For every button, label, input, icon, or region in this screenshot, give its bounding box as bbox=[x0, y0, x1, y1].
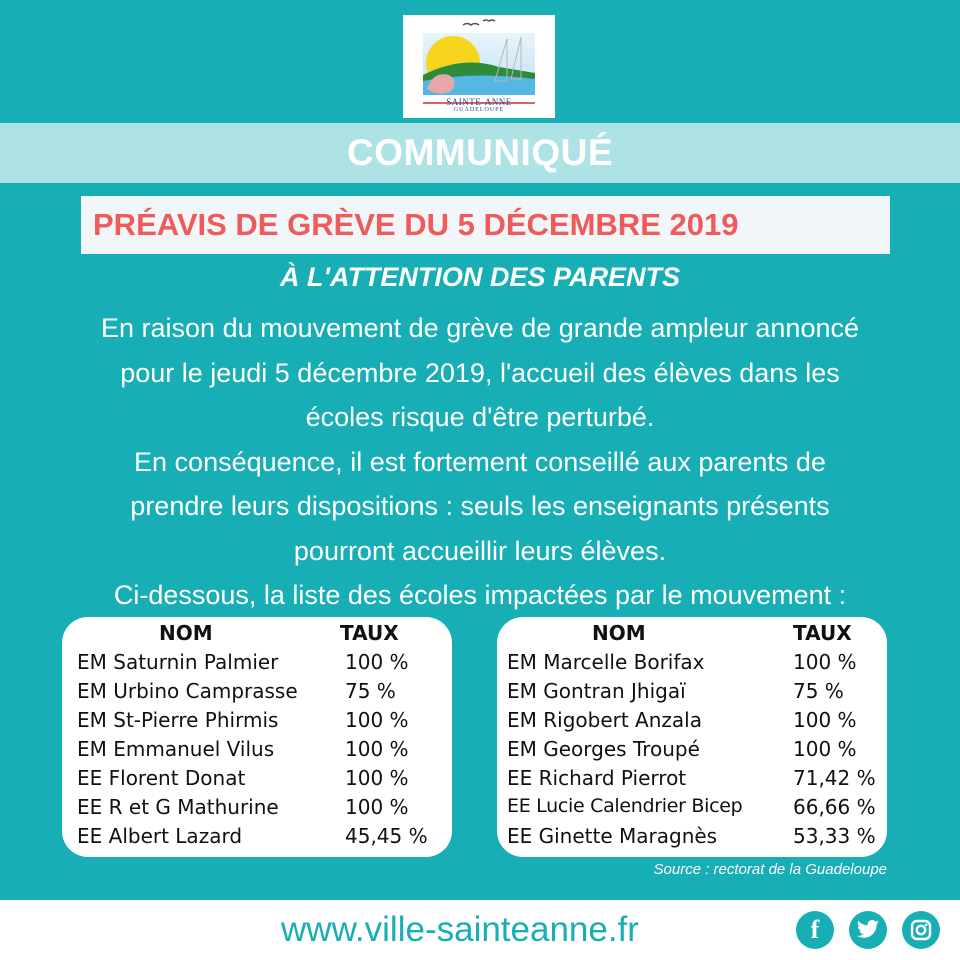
table-row bbox=[62, 679, 452, 708]
body-line: pourront accueillir leurs élèves. bbox=[293, 535, 667, 566]
body-line: En conséquence, il est fortement conseillé aux parents de bbox=[134, 446, 826, 477]
column-header-name: NOM bbox=[159, 621, 213, 645]
school-rate: 100 % bbox=[345, 795, 409, 819]
school-rate: 71,42 % bbox=[793, 766, 876, 790]
instagram-camera-icon bbox=[910, 919, 932, 941]
logo-bird-2 bbox=[483, 20, 495, 21]
table-row bbox=[62, 737, 452, 766]
subject-title: PRÉAVIS DE GRÈVE DU 5 DÉCEMBRE 2019 bbox=[93, 207, 739, 242]
logo-bird-1 bbox=[463, 24, 479, 26]
schools-table-left bbox=[62, 617, 452, 857]
communique-body bbox=[0, 306, 960, 618]
body-line: pour le jeudi 5 décembre 2019, l'accueil des élèves dans les bbox=[120, 357, 840, 388]
school-rate: 100 % bbox=[345, 708, 409, 732]
school-rate: 66,66 % bbox=[793, 795, 876, 819]
facebook-glyph: f bbox=[810, 915, 820, 944]
school-name: EM Marcelle Borifax bbox=[507, 650, 705, 674]
school-name: EM Urbino Camprasse bbox=[77, 679, 298, 703]
subject-box bbox=[81, 196, 890, 254]
table-row bbox=[62, 795, 452, 824]
school-name: EM St-Pierre Phirmis bbox=[77, 708, 279, 732]
source-note: Source : rectorat de la Guadeloupe bbox=[653, 861, 887, 878]
school-name: EM Saturnin Palmier bbox=[77, 650, 279, 674]
school-rate: 75 % bbox=[345, 679, 396, 703]
footer-bar bbox=[0, 900, 960, 960]
website-link[interactable]: www.ville-sainteanne.fr bbox=[281, 910, 639, 949]
school-name: EE Albert Lazard bbox=[77, 824, 243, 848]
table-header bbox=[62, 619, 452, 647]
column-header-rate: TAUX bbox=[340, 621, 399, 645]
school-name: EE Ginette Maragnès bbox=[507, 824, 718, 848]
table-row bbox=[497, 766, 887, 795]
school-rate: 100 % bbox=[345, 650, 409, 674]
school-name: EM Emmanuel Vilus bbox=[77, 737, 275, 761]
school-rate: 100 % bbox=[345, 766, 409, 790]
table-row bbox=[497, 737, 887, 766]
school-name: EE Lucie Calendrier Bicep bbox=[507, 795, 743, 817]
twitter-bird-icon bbox=[856, 920, 880, 940]
table-row bbox=[62, 708, 452, 737]
school-name: EE Richard Pierrot bbox=[507, 766, 687, 790]
school-name: EM Georges Troupé bbox=[507, 737, 700, 761]
school-name: EM Gontran Jhigaï bbox=[507, 679, 686, 703]
body-line: prendre leurs dispositions : seuls les enseignants présents bbox=[130, 491, 830, 521]
school-rate: 100 % bbox=[793, 708, 857, 732]
table-row bbox=[497, 824, 887, 853]
facebook-icon[interactable] bbox=[796, 911, 834, 949]
communique-banner bbox=[0, 123, 960, 183]
column-header-name: NOM bbox=[592, 621, 646, 645]
column-header-rate: TAUX bbox=[793, 621, 852, 645]
banner-title: COMMUNIQUÉ bbox=[346, 132, 614, 173]
table-row bbox=[497, 708, 887, 737]
table-row bbox=[497, 679, 887, 708]
table-row bbox=[497, 650, 887, 679]
school-rate: 45,45 % bbox=[345, 824, 428, 848]
table-row bbox=[62, 650, 452, 679]
school-name: EE R et G Mathurine bbox=[77, 795, 279, 819]
attention-heading: À L'ATTENTION DES PARENTS bbox=[280, 262, 680, 292]
instagram-icon[interactable] bbox=[902, 911, 940, 949]
town-logo bbox=[403, 15, 555, 118]
table-row bbox=[497, 795, 887, 824]
logo-name-line1: SAINTE-ANNE bbox=[446, 97, 512, 107]
school-name: EM Rigobert Anzala bbox=[507, 708, 702, 732]
body-line: En raison du mouvement de grève de grande ampleur annoncé bbox=[101, 313, 859, 343]
table-row bbox=[62, 766, 452, 795]
school-name: EE Florent Donat bbox=[77, 766, 246, 790]
school-rate: 100 % bbox=[793, 650, 857, 674]
school-rate: 53,33 % bbox=[793, 824, 876, 848]
logo-name-line2: GUADELOUPE bbox=[453, 107, 505, 113]
school-rate: 75 % bbox=[793, 679, 844, 703]
body-line: écoles risque d'être perturbé. bbox=[305, 402, 655, 432]
twitter-icon[interactable] bbox=[849, 911, 887, 949]
body-line: Ci-dessous, la liste des écoles impactées par le mouvement : bbox=[113, 580, 847, 610]
school-rate: 100 % bbox=[345, 737, 409, 761]
school-rate: 100 % bbox=[793, 737, 857, 761]
table-header bbox=[497, 619, 887, 647]
schools-table-right bbox=[497, 617, 887, 857]
table-row bbox=[62, 824, 452, 853]
